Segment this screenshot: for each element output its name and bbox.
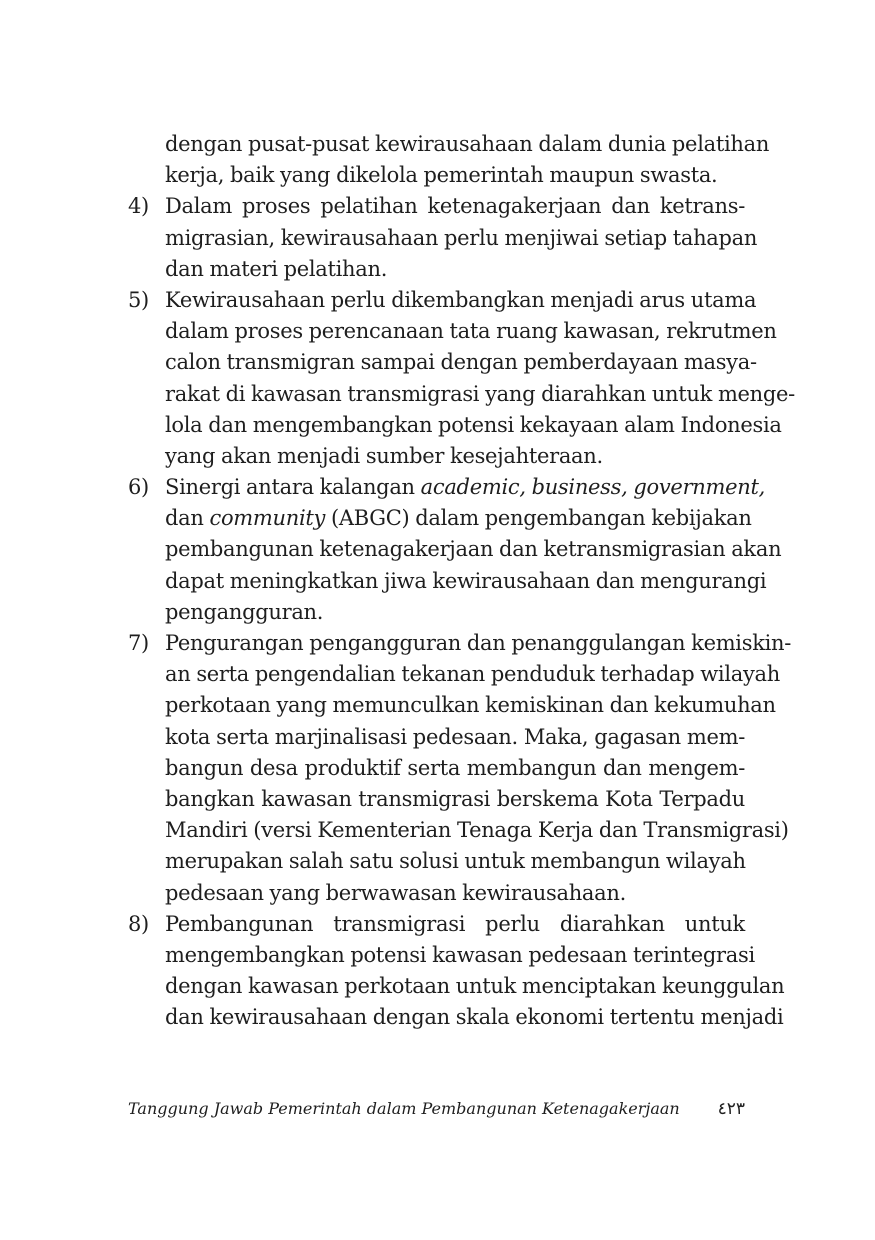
- text-line: mengembangkan potensi kawasan pedesaan terintegrasi: [165, 942, 755, 967]
- text-line: bangun desa produktif serta membangun dan mengem-: [165, 755, 745, 780]
- text-line: dengan pusat-pusat kewirausahaan dalam dunia pelatihan: [165, 132, 770, 156]
- list-item-6: [128, 472, 782, 628]
- list-number: 5): [128, 287, 149, 312]
- list-number: 7): [128, 631, 149, 655]
- text-line: migrasian, kewirausahaan perlu menjiwai setiap tahapan: [165, 225, 758, 250]
- text-segment: Sinergi antara kalangan: [165, 475, 415, 500]
- list-item-4: [128, 191, 758, 285]
- running-title: Tanggung Jawab Pemerintah dalam Pembangunan Ketenagakerjaan: [128, 1099, 680, 1118]
- list-number: 4): [128, 194, 149, 219]
- list-number: 6): [128, 475, 149, 500]
- page-number: ٤٢٣: [717, 1099, 745, 1119]
- text-line: rakat di kawasan transmigrasi yang diarahkan untuk menge-: [165, 381, 795, 406]
- text-line: kerja, baik yang dikelola pemerintah maupun swasta.: [165, 163, 718, 188]
- text-line: yang akan menjadi sumber kesejahteraan.: [165, 443, 603, 468]
- body-text: [128, 129, 795, 1033]
- text-line: perkotaan yang memunculkan kemiskinan dan kekumuhan: [165, 693, 776, 718]
- text-line: bangkan kawasan transmigrasi berskema Kota Terpadu: [165, 786, 745, 811]
- text-line: dan kewirausahaan dengan skala ekonomi tertentu menjadi: [165, 1005, 784, 1030]
- text-line: an serta pengendalian tekanan penduduk terhadap wilayah: [165, 662, 780, 687]
- text-segment: (ABGC) dalam pengembangan kebijakan: [330, 506, 752, 531]
- text-segment: dan: [165, 506, 204, 531]
- text-line: pengangguran.: [165, 599, 324, 624]
- text-line: pedesaan yang berwawasan kewirausahaan.: [165, 880, 626, 905]
- list-item-5: [128, 285, 795, 472]
- text-line: Dalam proses pelatihan ketenagakerjaan dan ketrans-: [165, 194, 745, 219]
- list-item-7: [128, 628, 792, 909]
- text-line: lola dan mengembangkan potensi kekayaan alam Indonesia: [165, 412, 782, 437]
- text-line: Mandiri (versi Kementerian Tenaga Kerja dan Transmigrasi): [165, 818, 789, 843]
- text-line: Kewirausahaan perlu dikembangkan menjadi arus utama: [165, 287, 757, 312]
- text-line: Pembangunan transmigrasi perlu diarahkan untuk: [165, 911, 745, 936]
- italic-term: academic, business, government,: [420, 475, 766, 500]
- text-line: dalam proses perencanaan tata ruang kawasan, rekrutmen: [165, 319, 777, 344]
- italic-term: community: [209, 506, 326, 531]
- page-footer: [128, 1099, 745, 1121]
- continuation-paragraph: [128, 129, 770, 191]
- text-line: dan materi pelatihan.: [165, 256, 388, 281]
- text-line: merupakan salah satu solusi untuk membangun wilayah: [165, 849, 746, 874]
- list-number: 8): [128, 911, 149, 936]
- list-item-8: [128, 909, 785, 1034]
- text-line: calon transmigran sampai dengan pemberdayaan masya-: [165, 350, 757, 375]
- text-line: Pengurangan pengangguran dan penanggulangan kemiskin-: [165, 631, 792, 655]
- text-line: dengan kawasan perkotaan untuk menciptakan keunggulan: [165, 974, 785, 999]
- text-line: dapat meningkatkan jiwa kewirausahaan dan mengurangi: [165, 568, 767, 593]
- text-line: pembangunan ketenagakerjaan dan ketransmigrasian akan: [165, 537, 782, 562]
- text-line: kota serta marjinalisasi pedesaan. Maka, gagasan mem-: [165, 724, 745, 749]
